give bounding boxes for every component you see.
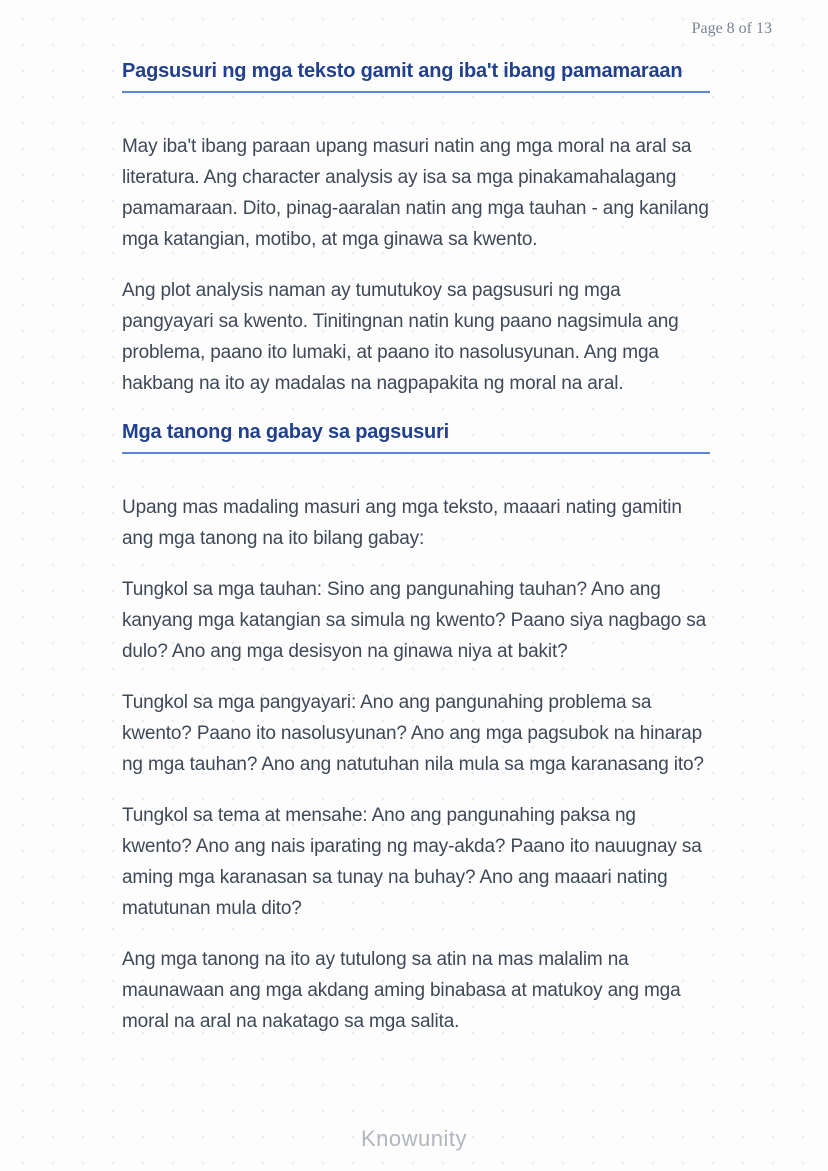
paragraph-guide-conclusion: Ang mga tanong na ito ay tutulong sa atin na mas malalim na maunawaan ang mga akdang aming binabasa at matukoy ang mga moral na aral na nakatago sa mga salita. [122,949,681,1032]
section-heading-guide-questions: Mga tanong na gabay sa pagsusuri [122,419,710,454]
paragraph-questions-characters: Tungkol sa mga tauhan: Sino ang pangunahing tauhan? Ano ang kanyang mga katangian sa simula ng kwento? Paano siya nagbago sa dulo? Ano ang mga desisyon na ginawa niya at bakit? [122,579,707,662]
paragraph-questions-theme: Tungkol sa tema at mensahe: Ano ang pangunahing paksa ng kwento? Ano ang nais iparating ng may-akda? Paano ito nauugnay sa aming mga karanasan sa tunay na buhay? Ano ang maaari nating matutunan mula dito? [122,805,702,919]
footer-brand: Knowunity [360,1126,467,1151]
section-guide-questions [122,419,710,1037]
paragraph-questions-events: Tungkol sa mga pangyayari: Ano ang pangunahing problema sa kwento? Paano ito nasolusyunan? Ano ang mga pagsubok na hinarap ng mga tauhan? Ano ang natutuhan nila mula sa mga karanasang ito? [122,692,704,775]
paragraph-guide-intro: Upang mas madaling masuri ang mga teksto, maaari nating gamitin ang mga tanong na ito bilang gabay: [122,497,682,549]
page-indicator: Page 8 of 13 [691,20,772,37]
section-analysis-methods [122,58,710,399]
paragraph-character-analysis: May iba't ibang paraan upang masuri natin ang mga moral na aral sa literatura. Ang character analysis ay isa sa mga pinakamahalagang pamamaraan. Dito, pinag-aaralan natin ang mga tauhan - ang kanilang mga katangian, motibo, at mga ginawa sa kwento. [122,136,709,250]
paragraph-plot-analysis: Ang plot analysis naman ay tumutukoy sa pagsusuri ng mga pangyayari sa kwento. Tinitingnan natin kung paano nagsimula ang problema, paano ito lumaki, at paano ito nasolusyunan. Ang mga hakbang na ito ay madalas na nagpapakita ng moral na aral. [122,280,679,394]
section-heading-analysis-methods: Pagsusuri ng mga teksto gamit ang iba't ibang pamamaraan [122,58,710,93]
document-content [122,58,710,1057]
